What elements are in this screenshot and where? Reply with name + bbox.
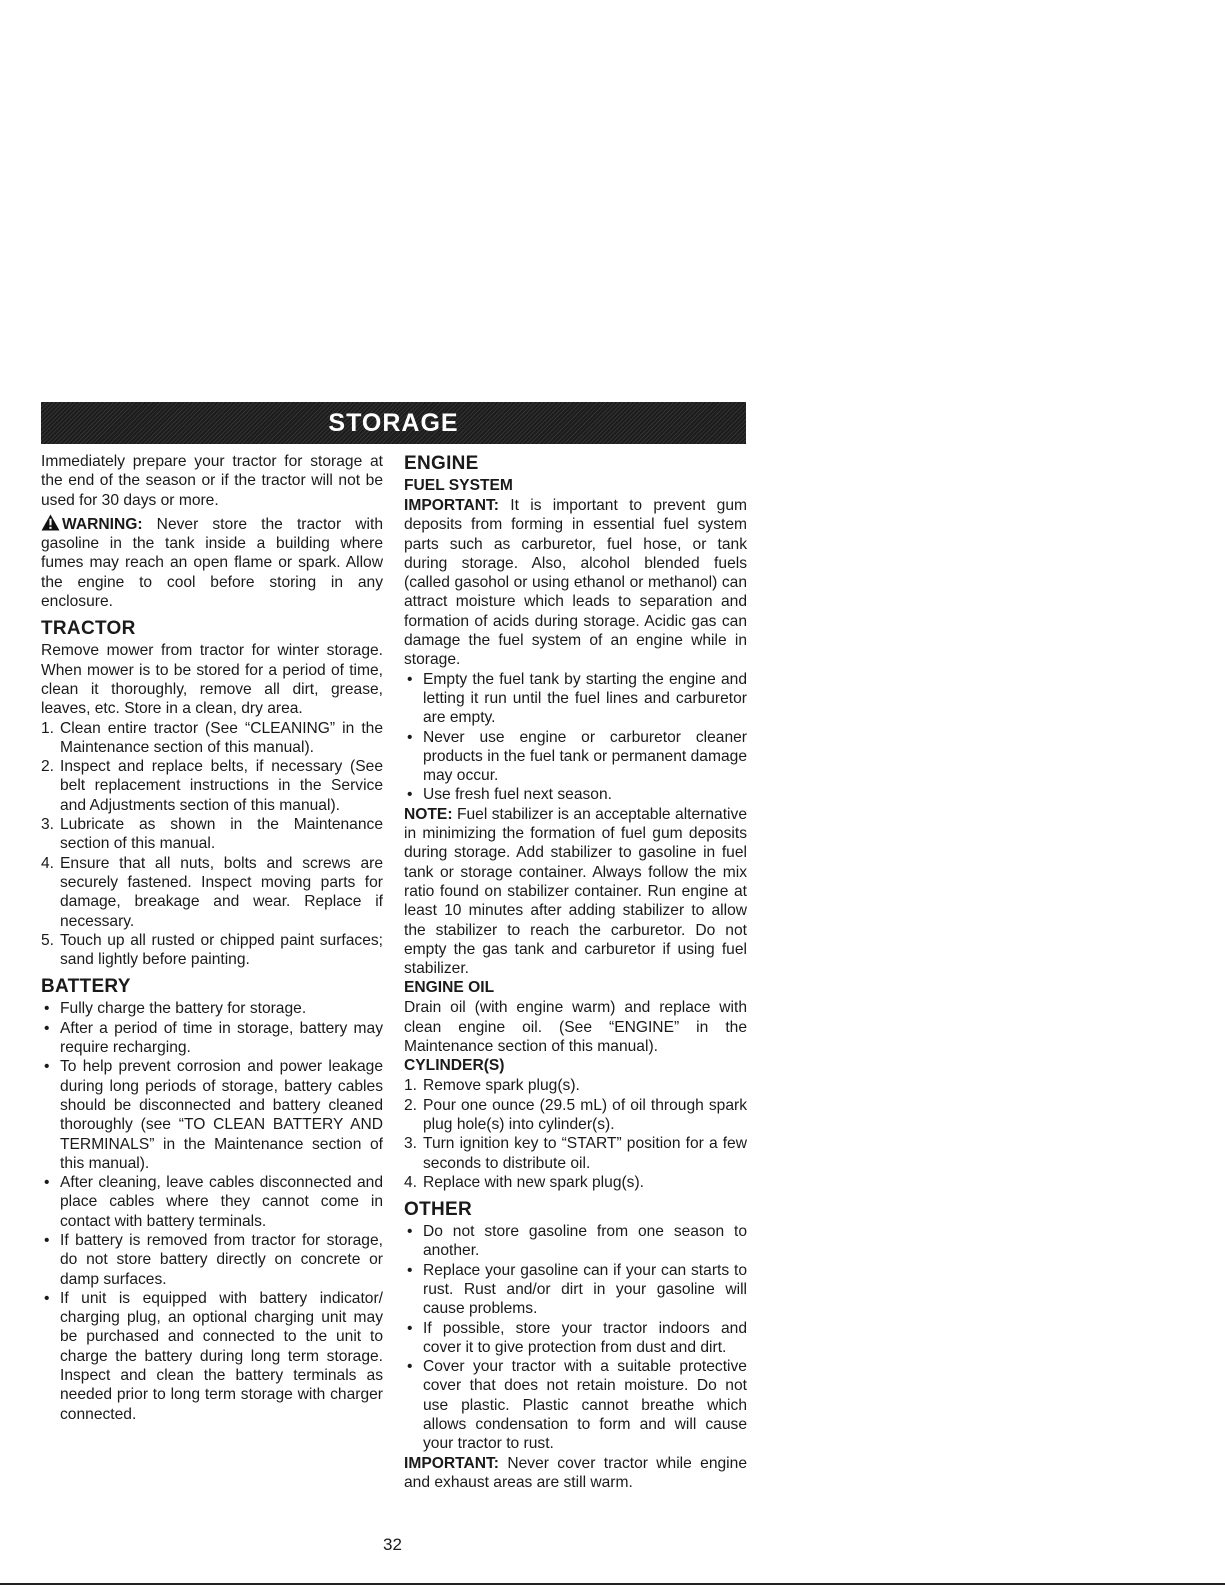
warning-paragraph [41,514,383,611]
important-text: It is important to prevent gum deposits from forming in essential fuel system parts such as carburetor, fuel hose, or tank during storage. Also, alcohol blended fuels (called gasohol or using ethanol or methanol) can attract moisture which leads to separation and formation of acids during storage. Acidic gas can damage the fuel system of an engine while in storage. [404,497,747,669]
step-item [404,1134,747,1173]
warning-text: Never store the tractor with gasoline in the tank inside a building where fumes may reach an open flame or spark. Allow the engine to cool before storing in any enclosure. [41,515,383,611]
step-text: Touch up all rusted or chipped paint surfaces; sand lightly before painting. [60,931,383,969]
engine-oil-paragraph: Drain oil (with engine warm) and replace with clean engine oil. (See “ENGINE” in the Maintenance section of this manual). [404,999,747,1056]
left-column [41,452,383,1424]
important-paragraph [404,496,747,670]
fuel-list [404,670,747,805]
step-text: Pour one ounce (29.5 mL) of oil through spark plug hole(s) into cylinder(s). [423,1096,747,1133]
step-item [404,1173,747,1192]
intro-paragraph: Immediately prepare your tractor for storage at the end of the season or if the tractor will not be used for 30 days or more. [41,453,383,509]
tractor-steps-list [41,719,383,970]
important-label: IMPORTANT: [404,497,499,514]
list-item: • To help prevent corrosion and power leakage during long periods of storage, battery cables should be disconnected and battery cleaned thoroughly (see “TO CLEAN BATTERY AND TERMINALS” in the Maintenance section of this manual). [41,1057,383,1173]
step-text: Lubricate as shown in the Maintenance section of this manual. [60,816,383,853]
step-item [41,931,383,970]
important2-label: IMPORTANT: [404,1454,499,1472]
note-label: NOTE: [404,805,453,823]
list-item: • Replace your gasoline can if your can starts to rust. Rust and/or dirt in your gasoline will cause problems. [404,1261,747,1319]
step-number: 4. [41,854,55,872]
engine-heading: ENGINE [404,453,479,474]
step-number: 1. [404,1077,418,1095]
battery-list [41,999,383,1424]
step-number: 5. [41,931,55,949]
other-heading: OTHER [404,1199,472,1221]
note-text: Fuel stabilizer is an acceptable alternative in minimizing the formation of fuel gum deposits during storage. Add stabilizer to gasoline in fuel tank or storage container. Always follow the mix ratio found on stabilizer container. Run engine at least 10 minutes after adding stabilizer to allow the stabilizer to reach the carburetor. Do not empty the gas tank and carburetor if using fuel stabilizer. [404,805,747,978]
right-column [404,452,747,1492]
cylinder-steps-list [404,1076,747,1192]
step-number: 4. [404,1173,418,1191]
step-number: 3. [404,1135,418,1153]
list-item: • Empty the fuel tank by starting the engine and letting it run until the fuel lines and carburetor are empty. [404,670,747,728]
battery-heading: BATTERY [41,976,131,998]
list-item: • Cover your tractor with a suitable protective cover that does not retain moisture. Do not use plastic. Plastic cannot breathe which allows condensation to form and will cause your tractor to rust. [404,1357,747,1453]
cylinders-heading: CYLINDER(S) [404,1057,505,1075]
list-item: • Use fresh fuel next season. [404,785,747,804]
important2-paragraph [404,1454,747,1493]
warning-triangle-icon [41,514,60,531]
engine-oil-heading: ENGINE OIL [404,979,495,997]
tractor-heading: TRACTOR [41,618,136,640]
warning-label: WARNING: [62,515,143,533]
list-item: • Never use engine or carburetor cleaner products in the fuel tank or permanent damage may occur. [404,728,747,786]
step-number: 2. [404,1096,418,1114]
list-item: • If possible, store your tractor indoors and cover it to give protection from dust and dirt. [404,1319,747,1358]
list-item: • Fully charge the battery for storage. [41,999,383,1018]
list-item: • After cleaning, leave cables disconnected and place cables where they cannot come in contact with battery terminals. [41,1173,383,1231]
page-title: STORAGE [328,408,459,437]
fuel-system-heading: FUEL SYSTEM [404,477,513,494]
step-text: Replace with new spark plug(s). [423,1173,645,1191]
step-item [41,757,383,815]
other-list [404,1222,747,1454]
step-text: Ensure that all nuts, bolts and screws are securely fastened. Inspect moving parts for damage, breakage and wear. Replace if necessary. [60,854,383,930]
important2-text: Never cover tractor while engine and exhaust areas are still warm. [404,1454,747,1491]
page-number: 32 [383,1535,402,1554]
step-item [41,815,383,854]
list-item: • If unit is equipped with battery indicator/ charging plug, an optional charging unit may be purchased and connected to the unit to charge the battery during long term storage. Inspect and clean the battery terminals as needed prior to long term storage with charger connected. [41,1289,383,1424]
note-paragraph [404,805,747,979]
step-text: Remove spark plug(s). [423,1077,580,1095]
step-item [404,1076,747,1095]
list-item: • Do not store gasoline from one season to another. [404,1222,747,1261]
storage-banner [41,402,746,444]
step-number: 1. [41,719,55,737]
step-number: 2. [41,758,55,776]
step-number: 3. [41,816,55,834]
step-text: Turn ignition key to “START” position for a few seconds to distribute oil. [423,1135,747,1172]
list-item: • If battery is removed from tractor for storage, do not store battery directly on concrete or damp surfaces. [41,1231,383,1289]
step-text: Inspect and replace belts, if necessary (See belt replacement instructions in the Service and Adjustments section of this manual). [60,758,383,814]
list-item: • After a period of time in storage, battery may require recharging. [41,1019,383,1058]
tractor-paragraph: Remove mower from tractor for winter storage. When mower is to be stored for a period of time, clean it thoroughly, remove all dirt, grease, leaves, etc. Store in a clean, dry area. [41,642,383,718]
step-item [41,719,383,758]
step-item [41,854,383,931]
step-text: Clean entire tractor (See “CLEANING” in the Maintenance section of this manual). [60,719,383,756]
step-item [404,1096,747,1135]
